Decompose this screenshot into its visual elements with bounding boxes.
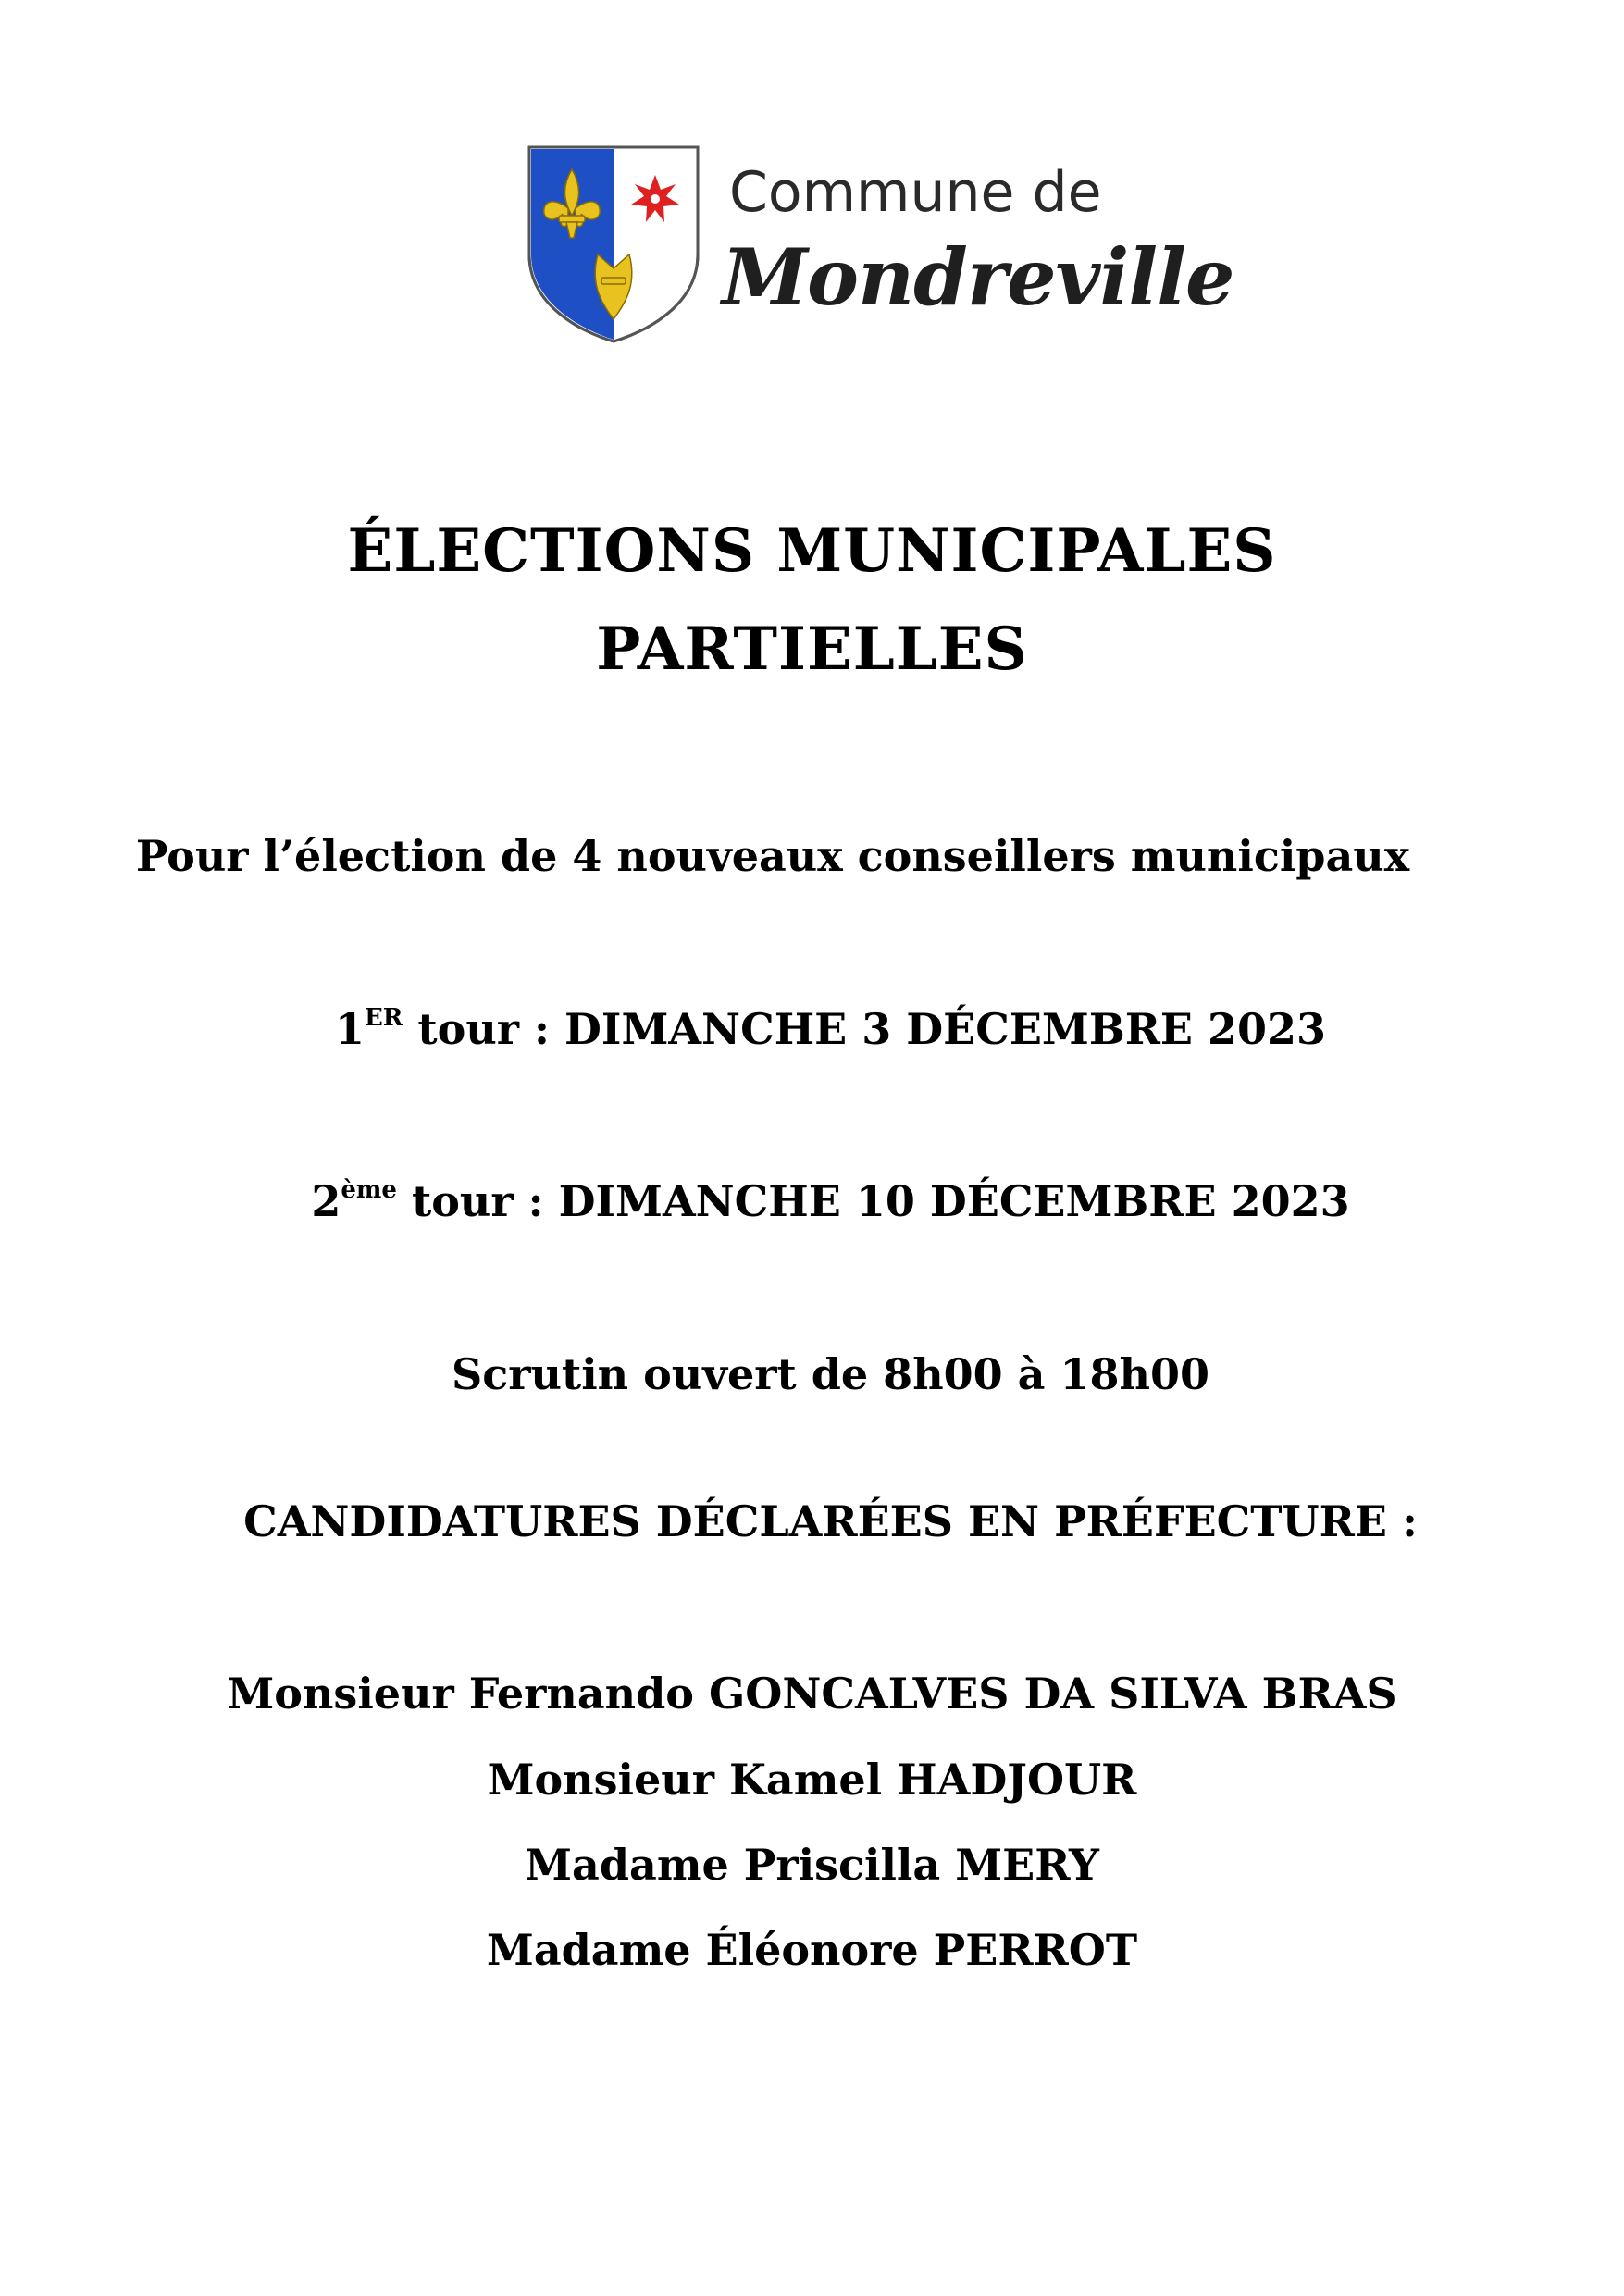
candidate-item: Madame Éléonore PERROT [486,1925,1138,1975]
first-round-date [19,1004,1624,1054]
page-title-line-1: ÉLECTIONS MUNICIPALES [347,516,1277,586]
commune-label: Commune de [729,160,1102,225]
candidate-item: Monsieur Kamel HADJOUR [487,1755,1137,1805]
round-number: 2 [311,1176,341,1226]
round-number: 1 [334,1004,365,1054]
candidates-heading: CANDIDATURES DÉCLARÉES EN PRÉFECTURE : [243,1496,1418,1546]
page-title-line-2: PARTIELLES [596,614,1028,684]
candidate-item: Madame Priscilla MERY [525,1840,1099,1890]
round-text: tour : DIMANCHE 3 DÉCEMBRE 2023 [403,1004,1327,1054]
commune-name: Mondreville [722,231,1234,323]
round-text: tour : DIMANCHE 10 DÉCEMBRE 2023 [396,1176,1350,1226]
polling-hours: Scrutin ouvert de 8h00 à 18h00 [452,1349,1209,1399]
round-ordinal-suffix: ER [364,1004,403,1032]
election-purpose: Pour l’élection de 4 nouveaux conseillers municipaux [135,831,1410,881]
second-round-date [19,1176,1624,1226]
candidate-item: Monsieur Fernando GONCALVES DA SILVA BRAS [227,1669,1397,1719]
round-ordinal-suffix: ème [341,1176,397,1204]
commune-logo [526,143,1234,347]
coat-of-arms-icon [526,143,701,345]
